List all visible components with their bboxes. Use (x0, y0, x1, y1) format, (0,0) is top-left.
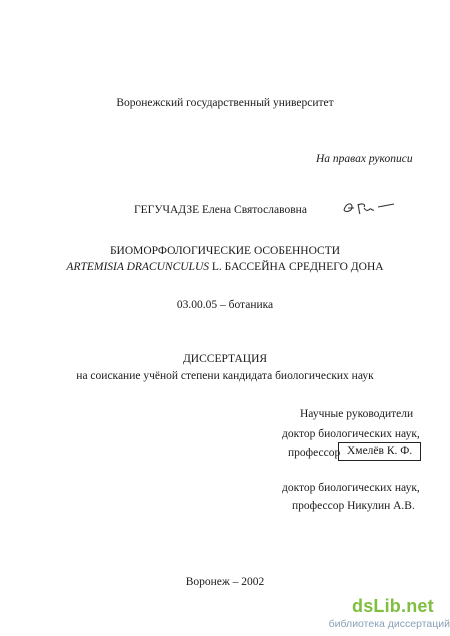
title-line-2 (0, 260, 450, 274)
degree-line: на соискание учёной степени кандидата биологических наук (76, 370, 374, 382)
watermark (300, 596, 450, 636)
signature-image (340, 198, 396, 218)
manuscript-note: На правах рукописи (316, 153, 413, 165)
document-type: ДИССЕРТАЦИЯ (182, 353, 268, 365)
species-name: ARTEMISIA DRACUNCULUS (66, 261, 209, 273)
watermark-subtitle: библиотека диссертаций (328, 618, 450, 630)
author-name: ГЕГУЧАДЗЕ Елена Святославовна (134, 204, 307, 216)
supervisor-1-name: Хмелёв К. Ф. (338, 442, 421, 461)
supervisor-1-rank: профессор (288, 447, 341, 459)
specialty-code: 03.00.05 – ботаника (176, 299, 274, 311)
supervisor-2-line: профессор Никулин А.В. (292, 500, 415, 512)
university-name: Воронежский государственный университет (116, 97, 334, 109)
city-year: Воронеж – 2002 (185, 576, 265, 588)
supervisor-1-name-box (338, 442, 421, 461)
supervisors-heading: Научные руководители (300, 408, 414, 420)
watermark-brand: dsLib.net (352, 596, 434, 616)
title-line-1: БИОМОРФОЛОГИЧЕСКИЕ ОСОБЕННОСТИ (109, 245, 341, 257)
supervisor-1-degree: доктор биологических наук, (282, 428, 420, 440)
supervisor-2-degree: доктор биологических наук, (282, 482, 420, 494)
title-line-2-rest: L. БАССЕЙНА СРЕДНЕГО ДОНА (209, 261, 384, 273)
